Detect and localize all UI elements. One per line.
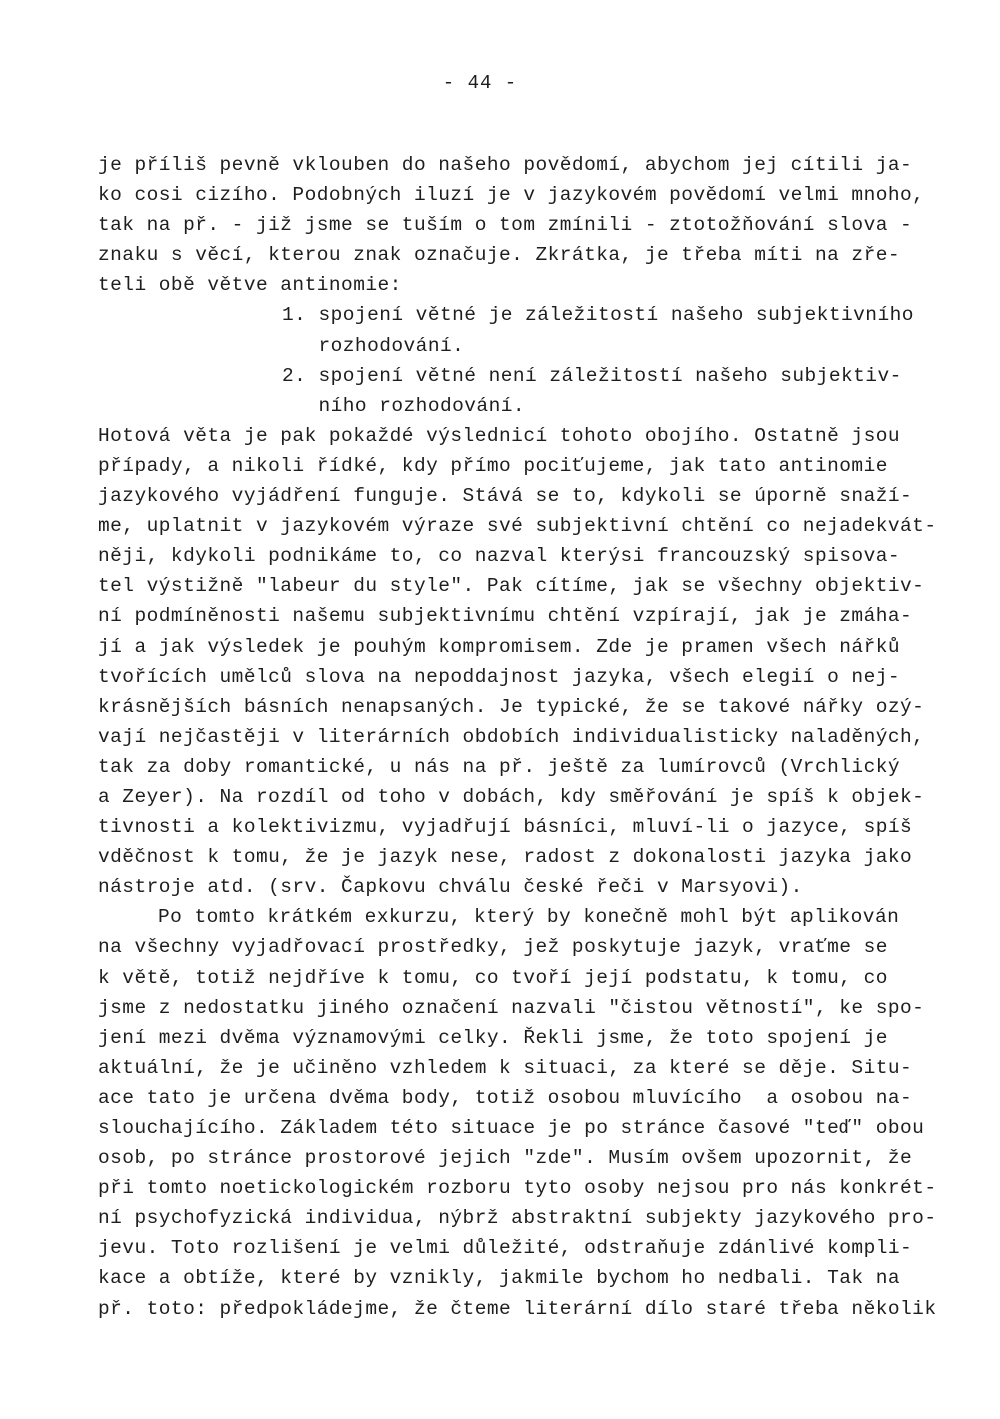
list-item-line: 2. spojení větné není záležitostí našeho subjektiv- bbox=[282, 364, 902, 387]
text-line: něji, kdykoli podnikáme to, co nazval kterýsi francouzský spisova- bbox=[98, 545, 901, 568]
text-line: Hotová věta je pak pokaždé výslednicí tohoto obojího. Ostatně jsou bbox=[98, 424, 901, 447]
text-line: je příliš pevně vklouben do našeho povědomí, abychom jej cítili ja- bbox=[98, 154, 913, 176]
list-item-line: 1. spojení větné je záležitostí našeho subjektivního bbox=[282, 304, 914, 327]
text-line: ní podmíněnosti našemu subjektivnímu chtění vzpírají, jak je zmáha- bbox=[98, 605, 913, 628]
text-line: jí a jak výsledek je pouhým kompromisem. Zde je pramen všech nářků bbox=[98, 635, 901, 658]
list-item-line: ního rozhodování. bbox=[282, 394, 526, 417]
text-line: jazykového vyjádření funguje. Stává se to, kdykoli se úporně snaží- bbox=[98, 485, 913, 508]
text-line: nástroje atd. (srv. Čapkovu chválu české řeči v Marsyovi). bbox=[98, 876, 803, 899]
text-line: aktuální, že je učiněno vzhledem k situaci, za které se děje. Situ- bbox=[98, 1056, 913, 1079]
text-line: k větě, totiž nejdříve k tomu, co tvoří její podstatu, k tomu, co bbox=[98, 966, 888, 989]
text-line: vají nejčastěji v literárních obdobích individualisticky naladěných, bbox=[98, 725, 925, 748]
text-line: jevu. Toto rozlišení je velmi důležité, odstraňuje zdánlivé kompli- bbox=[98, 1237, 913, 1260]
page-number: - 44 - bbox=[442, 72, 518, 94]
text-line: př. toto: předpokládejme, že čteme literární dílo staré třeba několik bbox=[98, 1297, 937, 1320]
text-line: tel výstižně "labeur du style". Pak cítíme, jak se všechny objektiv- bbox=[98, 575, 925, 598]
text-line: tak za doby romantické, u nás na př. ještě za lumírovců (Vrchlický bbox=[98, 755, 901, 778]
text-line: teli obě větve antinomie: bbox=[98, 274, 402, 297]
text-line: kace a obtíže, které by vznikly, jakmile bychom ho nedbali. Tak na bbox=[98, 1267, 901, 1290]
text-line: ko cosi cizího. Podobných iluzí je v jazykovém povědomí velmi mnoho, bbox=[98, 184, 925, 207]
text-line: krásnějších básních nenapsaných. Je typické, že se takové nářky ozý- bbox=[98, 695, 925, 718]
text-line: na všechny vyjadřovací prostředky, jež poskytuje jazyk, vraťme se bbox=[98, 936, 888, 959]
text-line: tvořících umělců slova na nepoddajnost jazyka, všech elegií o nej- bbox=[98, 665, 901, 688]
text-line: tivnosti a kolektivizmu, vyjadřují básníci, mluví-li o jazyce, spíš bbox=[98, 816, 913, 839]
text-line: slouchajícího. Základem této situace je po stránce časové "teď" obou bbox=[98, 1117, 925, 1139]
text-line: me, uplatnit v jazykovém výraze své subjektivní chtění co nejadekvát- bbox=[98, 515, 937, 538]
body-text bbox=[98, 150, 937, 1324]
text-line: osob, po stránce prostorové jejich "zde". Musím ovšem upozornit, že bbox=[98, 1147, 913, 1170]
text-line: ace tato je určena dvěma body, totiž osobou mluvícího a osobou na- bbox=[98, 1086, 913, 1109]
text-line: jení mezi dvěma významovými celky. Řekli jsme, že toto spojení je bbox=[98, 1026, 888, 1049]
text-line: jsme z nedostatku jiného označení nazvali "čistou větností", ke spo- bbox=[98, 996, 925, 1019]
text-line: případy, a nikoli řídké, kdy přímo pociťujeme, jak tato antinomie bbox=[98, 454, 888, 477]
text-line: ní psychofyzická individua, nýbrž abstraktní subjekty jazykového pro- bbox=[98, 1207, 937, 1230]
text-line: a Zeyer). Na rozdíl od toho v dobách, kdy směřování je spíš k objek- bbox=[98, 785, 925, 808]
text-line: vděčnost k tomu, že je jazyk nese, radost z dokonalosti jazyka jako bbox=[98, 846, 913, 869]
text-line: Po tomto krátkém exkurzu, který by konečně mohl být aplikován bbox=[158, 906, 900, 929]
text-line: při tomto noetickologickém rozboru tyto osoby nejsou pro nás konkrét- bbox=[98, 1177, 937, 1200]
list-item-line: rozhodování. bbox=[282, 334, 465, 357]
text-line: znaku s věcí, kterou znak označuje. Zkrátka, je třeba míti na zře- bbox=[98, 244, 901, 267]
text-line: tak na př. - již jsme se tuším o tom zmínili - ztotožňování slova - bbox=[98, 214, 913, 237]
